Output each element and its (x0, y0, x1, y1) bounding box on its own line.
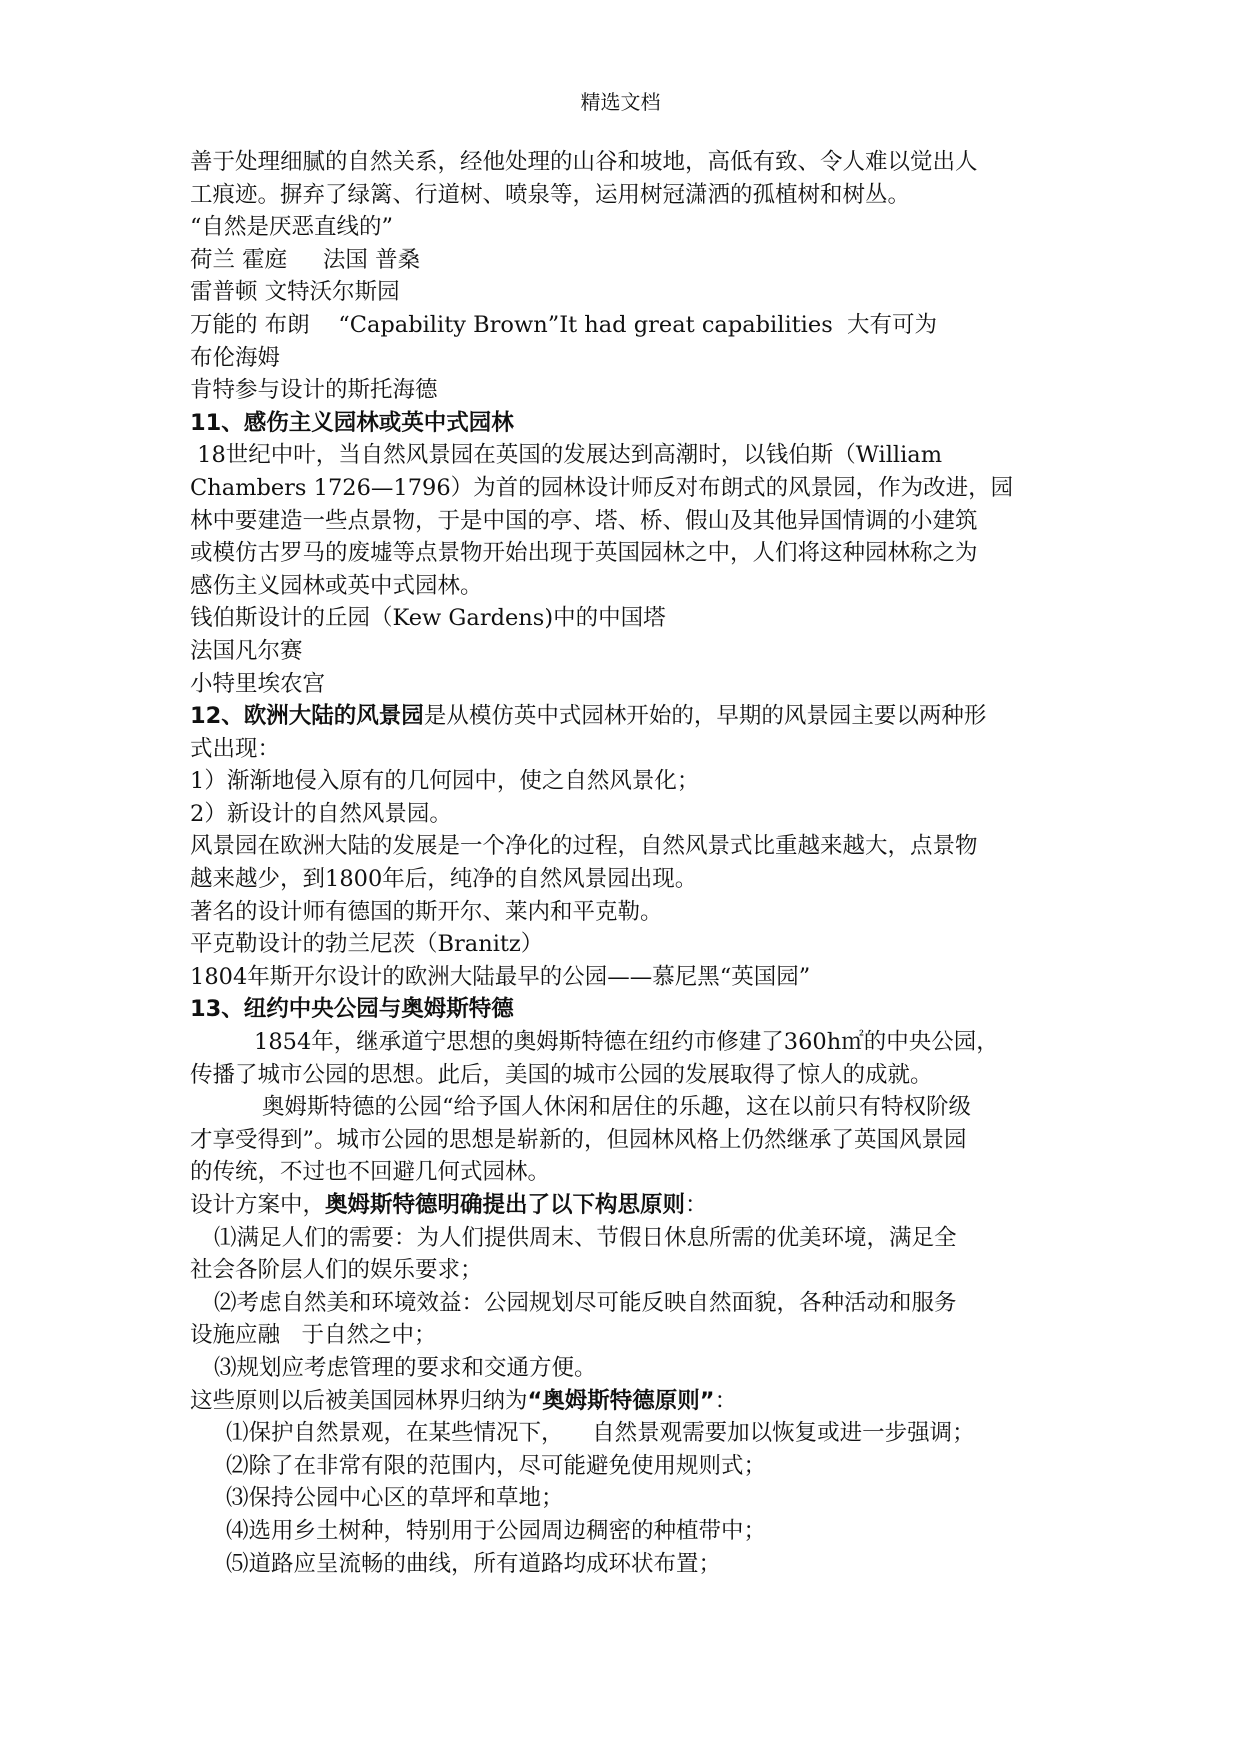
section-11-paragraph-line-2: Chambers 1726—1796）为首的园林设计师反对布朗式的风景园，作为改进，园 (190, 474, 1014, 501)
concept-1-line-2: 社会各阶层人们的娱乐要求； (190, 1257, 483, 1284)
intro-line-1: 善于处理细腻的自然关系，经他处理的山谷和坡地，高低有致、令人难以觉出人 (190, 149, 978, 175)
principle-1: ⑴保护自然景观，在某些情况下， 自然景观需要加以恢复或进一步强调； (226, 1420, 975, 1447)
places-line-1: 荷兰 霍庭 法国 普桑 (190, 246, 421, 273)
stowe-line: 肯特参与设计的斯托海德 (190, 377, 438, 404)
section-12-heading-line (190, 700, 1070, 733)
design-principles-lead: 设计方案中， (190, 1192, 326, 1218)
page-header: 精选文档 (580, 90, 661, 114)
designers-line: 著名的设计师有德国的斯开尔、莱内和平克勒。 (190, 898, 663, 925)
petit-trianon-line: 小特里埃农宫 (190, 670, 326, 697)
olmsted-principles-intro (190, 1385, 1070, 1418)
section-12-line-2: 式出现： (190, 735, 281, 762)
olmsted-principles-colon: ： (714, 1387, 738, 1414)
document-body (190, 146, 1070, 1580)
branitz-line: 平克勒设计的勃兰尼茨（Branitz） (190, 931, 544, 958)
blenheim-line: 布伦海姆 (190, 344, 281, 371)
section-11-paragraph-line-5: 感伤主义园林或英中式园林。 (190, 572, 483, 599)
principle-2: ⑵除了在非常有限的范围内，尽可能避免使用规则式； (226, 1452, 767, 1479)
munich-english-garden-line: 1804年斯开尔设计的欧洲大陆最早的公园——慕尼黑“英国园” (190, 963, 811, 990)
section-11-paragraph-line-4: 或模仿古罗马的废墟等点景物开始出现于英国园林之中，人们将这种园林称之为 (190, 540, 978, 567)
concept-3: ⑶规划应考虑管理的要求和交通方便。 (214, 1354, 597, 1381)
section-13-paragraph-line-2: 传播了城市公园的思想。此后，美国的城市公园的发展取得了惊人的成就。 (190, 1061, 933, 1088)
design-principles-bold: 奥姆斯特德明确提出了以下构思原则 (325, 1192, 686, 1218)
versailles-line: 法国凡尔赛 (190, 637, 303, 664)
nature-quote: “自然是厌恶直线的” (190, 214, 394, 241)
principle-4: ⑷选用乡土树种，特别用于公园周边稠密的种植带中； (226, 1517, 767, 1544)
section-13-paragraph-line-4: 才享受得到”。城市公园的思想是崭新的，但园林风格上仍然继承了英国风景园 (190, 1126, 967, 1153)
design-principles-colon: ： (685, 1192, 708, 1218)
concept-1-line-1: ⑴满足人们的需要：为人们提供周末、节假日休息所需的优美环境，满足全 (214, 1224, 957, 1251)
section-12-item-1: 1）渐渐地侵入原有的几何园中，使之自然风景化； (190, 768, 700, 795)
intro-line-2: 工痕迹。摒弃了绿篱、行道树、喷泉等，运用树冠潇洒的孤植树和树丛。 (190, 181, 911, 208)
principle-3: ⑶保持公园中心区的草坪和草地； (226, 1485, 564, 1512)
section-13-paragraph-line-3: 奥姆斯特德的公园“给予国人休闲和居住的乐趣，这在以前只有特权阶级 (262, 1094, 972, 1121)
section-12-heading: 12、欧洲大陆的风景园 (190, 703, 424, 730)
section-12-item-2: 2）新设计的自然风景园。 (190, 800, 452, 827)
olmsted-principles-title: “奥姆斯特德原则” (527, 1387, 715, 1414)
design-principles-intro (190, 1189, 1070, 1222)
section-11-paragraph-line-1: 18世纪中叶，当自然风景园在英国的发展达到高潮时，以钱伯斯（William (190, 442, 943, 469)
section-11-heading: 11、感伤主义园林或英中式园林 (190, 409, 514, 436)
section-12-paragraph-line-1: 风景园在欧洲大陆的发展是一个净化的过程，自然风景式比重越来越大，点景物 (190, 833, 978, 860)
section-13-heading: 13、纽约中央公园与奥姆斯特德 (190, 996, 514, 1023)
concept-2-line-1: ⑵考虑自然美和环境效益：公园规划尽可能反映自然面貌，各种活动和服务 (214, 1289, 957, 1316)
olmsted-principles-lead: 这些原则以后被美国园林界归纳为 (190, 1387, 528, 1414)
capability-brown-line: 万能的 布朗 “Capability Brown”It had great capabilities 大有可为 (190, 311, 938, 338)
section-12-paragraph-line-2: 越来越少，到1800年后，纯净的自然风景园出现。 (190, 866, 698, 893)
section-11-paragraph-line-3: 林中要建造一些点景物，于是中国的亭、塔、桥、假山及其他异国情调的小建筑 (190, 507, 978, 534)
section-12-heading-rest: 是从模仿英中式园林开始的，早期的风景园主要以两种形 (423, 703, 987, 730)
kew-gardens-line: 钱伯斯设计的丘园（Kew Gardens)中的中国塔 (190, 605, 666, 632)
places-line-2: 雷普顿 文特沃尔斯园 (190, 279, 400, 306)
section-13-paragraph-line-5: 的传统，不过也不回避几何式园林。 (190, 1159, 551, 1186)
section-13-paragraph-line-1: 1854年，继承道宁思想的奥姆斯特德在纽约市修建了360h㎡的中央公园， (254, 1029, 999, 1056)
principle-5: ⑸道路应呈流畅的曲线，所有道路均成环状布置； (226, 1550, 722, 1577)
concept-2-line-2: 设施应融 于自然之中； (190, 1322, 437, 1349)
